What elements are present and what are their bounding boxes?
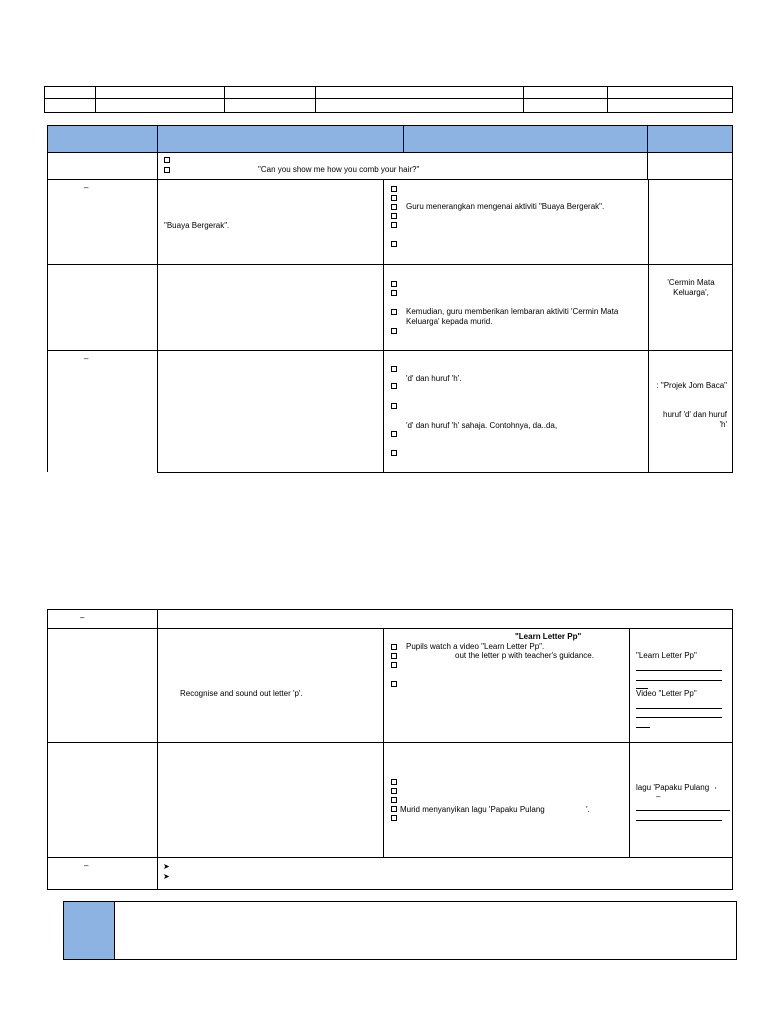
checkbox-bullet [164, 167, 170, 173]
row-divider [47, 179, 733, 180]
row-divider [47, 264, 733, 265]
stepB-activity-tail: '. [586, 805, 590, 814]
reflection-divider [114, 901, 115, 960]
checkbox-bullet [391, 213, 397, 219]
stepB-resource-text: lagu 'Papaku Pulang [636, 783, 710, 792]
stepA-resource-text: Video "Letter Pp" [636, 689, 697, 698]
checkbox-bullet [391, 788, 397, 794]
checkbox-bullet [391, 806, 397, 812]
col-line [732, 125, 733, 473]
table-header-bottom [47, 152, 733, 153]
checkbox-bullet [391, 644, 397, 650]
checkbox-bullet [391, 309, 397, 315]
header-col-line [607, 86, 608, 113]
header-col-line [315, 86, 316, 113]
checkbox-bullet [391, 290, 397, 296]
col-line [648, 179, 649, 473]
header-col-line [224, 86, 225, 113]
blank-line [636, 727, 650, 728]
header-col-line [523, 86, 524, 113]
checkbox-bullet [391, 797, 397, 803]
checkbox-bullet [391, 195, 397, 201]
col-line [157, 609, 158, 890]
stepB-resource-tail: ' [715, 786, 717, 795]
checkbox-bullet [391, 383, 397, 389]
step2-resource-text: 'Cermin Mata Keluarga', [667, 278, 715, 297]
checkbox-bullet [391, 431, 397, 437]
blank-line [636, 820, 722, 821]
header-table-border [44, 86, 733, 113]
table-border [47, 609, 733, 890]
checkbox-bullet [391, 681, 397, 687]
checkbox-bullet [391, 186, 397, 192]
step3-resource-text: : "Projek Jom Baca" [656, 381, 727, 390]
stepB-resource-dash: – [656, 792, 661, 801]
col-line [157, 125, 158, 473]
checkbox-bullet [391, 653, 397, 659]
header-table-divider [44, 98, 733, 99]
col-line [383, 628, 384, 858]
blank-line [636, 810, 730, 811]
row-divider [47, 628, 733, 629]
stepA-activity-item: Pupils watch a video "Learn Letter Pp". [406, 642, 545, 651]
checkbox-bullet [391, 241, 397, 247]
row-divider [47, 350, 733, 351]
checkbox-bullet [391, 662, 397, 668]
blank-line [636, 680, 722, 681]
header-col-line [95, 86, 96, 113]
table-top-border [47, 125, 733, 126]
step0-question-text: "Can you show me how you comb your hair?" [258, 165, 420, 174]
checkbox-bullet [391, 328, 397, 334]
checkbox-bullet [391, 366, 397, 372]
col-line-header [403, 125, 404, 153]
blank-line [636, 708, 722, 709]
step1-dash: – [84, 183, 89, 192]
table-header-row [47, 125, 733, 153]
blank-line [636, 670, 722, 671]
step2-activity-item: Kemudian, guru memberikan lembaran aktiviti 'Cermin Mata Keluarga' kepada murid. [406, 307, 619, 326]
row-divider [47, 742, 733, 743]
col-line [647, 125, 648, 180]
checkbox-bullet [391, 779, 397, 785]
step3-activity-item: 'd' dan huruf 'h'. [406, 374, 462, 383]
stepA-content-text: Recognise and sound out letter 'p'. [180, 689, 303, 698]
stepA-heading: "Learn Letter Pp" [515, 632, 582, 641]
step3-resource-text: huruf 'd' dan huruf 'h' [663, 410, 727, 429]
footer-dash: – [84, 861, 89, 870]
checkbox-bullet [391, 204, 397, 210]
stepB-activity-item: Murid menyanyikan lagu 'Papaku Pulang [400, 805, 545, 814]
step3-dash: – [84, 354, 89, 363]
checkbox-bullet [391, 281, 397, 287]
reflection-border [63, 901, 737, 960]
table-bottom-border [157, 472, 733, 473]
blank-line [636, 717, 722, 718]
checkbox-bullet [391, 403, 397, 409]
reflection-label-cell [64, 902, 114, 959]
stepA-activity-item: out the letter p with teacher's guidance. [455, 651, 594, 660]
checkbox-bullet [391, 450, 397, 456]
header-dash: – [80, 613, 85, 622]
checkbox-bullet [391, 222, 397, 228]
col-line [47, 125, 48, 472]
checkbox-bullet [391, 815, 397, 821]
step3-activity-item: 'd' dan huruf 'h' sahaja. Contohnya, da..da, [406, 421, 558, 430]
checkbox-bullet [164, 157, 170, 163]
step1-content-text: "Buaya Bergerak". [164, 221, 230, 230]
step1-activity-item: Guru menerangkan mengenai aktiviti "Buaya Bergerak". [406, 202, 605, 211]
col-line [383, 179, 384, 473]
col-line [629, 628, 630, 858]
stepA-resource-text: "Learn Letter Pp" [636, 651, 697, 660]
overline-mark [636, 688, 648, 689]
arrow-bullet-icon: ➤ [163, 862, 170, 871]
arrow-bullet-icon: ➤ [163, 872, 170, 881]
row-divider [47, 857, 733, 858]
